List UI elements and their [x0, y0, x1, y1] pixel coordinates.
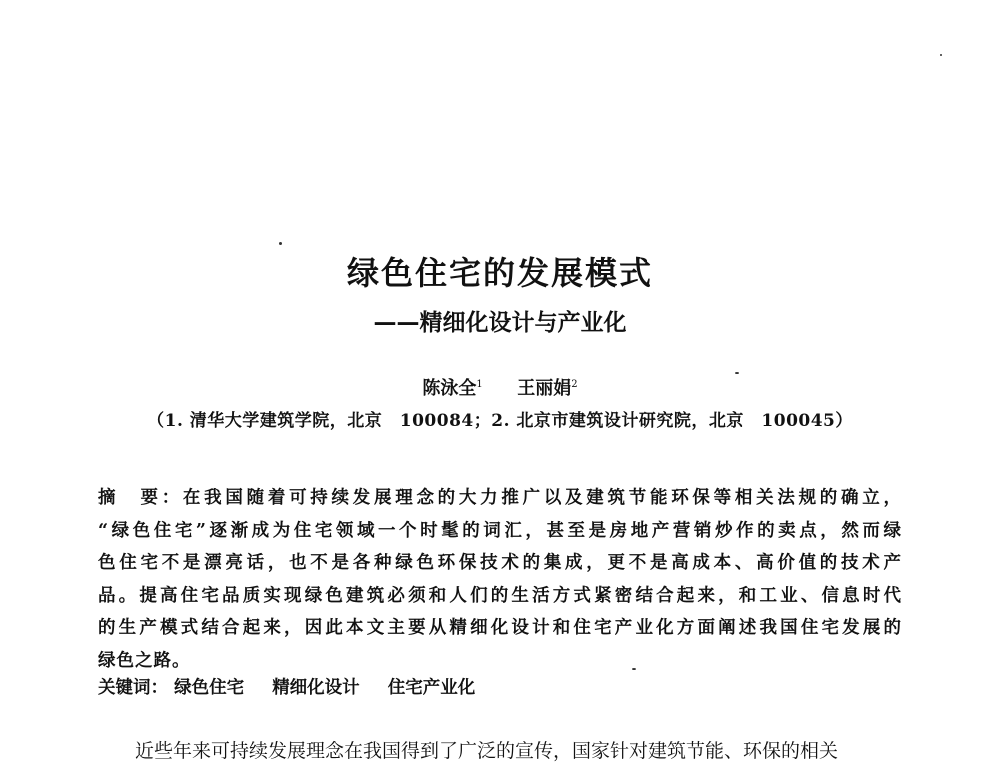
author-affiliation-mark: 1 [476, 379, 483, 390]
abstract-line: “绿色住宅”逐渐成为住宅领域一个时髦的词汇，甚至是房地产营销炒作的卖点，然而绿 [98, 520, 902, 541]
scan-speck [940, 54, 942, 56]
keyword: 精细化设计 [272, 678, 360, 698]
scan-speck [279, 242, 282, 245]
scan-speck [735, 372, 739, 374]
scan-speck [632, 668, 636, 670]
author-affiliation-mark: 2 [571, 379, 578, 390]
body-paragraph: 近些年来可持续发展理念在我国得到了广泛的宣传，国家针对建筑节能、环保的相关 [135, 740, 839, 762]
abstract-line [98, 482, 902, 515]
paper-title: 绿色住宅的发展模式 [346, 254, 653, 292]
abstract-line: 绿色之路。 [98, 650, 191, 671]
abstract-line: 的生产模式结合起来，因此本文主要从精细化设计和住宅产业化方面阐述我国住宅发展的 [98, 618, 902, 638]
author-list [0, 374, 1000, 400]
affiliations: （1. 清华大学建筑学院，北京 100084；2. 北京市建筑设计研究院，北京 100045） [147, 411, 853, 431]
abstract-line: 品。提高住宅品质实现绿色建筑必须和人们的生活方式紧密结合起来，和工业、信息时代 [98, 585, 902, 606]
abstract-text: 在我国随着可持续发展理念的大力推广以及建筑节能环保等相关法规的确立， [182, 488, 902, 508]
author-name: 陈泳全 [422, 378, 477, 399]
keywords-label: 关键词： [98, 678, 168, 698]
abstract-label: 摘 要： [98, 488, 183, 508]
keyword: 住宅产业化 [387, 678, 476, 698]
abstract-line: 色住宅不是漂亮话，也不是各种绿色环保技术的集成，更不是高成本、高价值的技术产 [98, 553, 902, 573]
keywords [98, 674, 902, 699]
author-name: 王丽娟 [517, 378, 572, 399]
paper-subtitle: ——精细化设计与产业化 [373, 310, 627, 336]
keyword: 绿色住宅 [174, 678, 245, 698]
abstract [98, 482, 902, 677]
